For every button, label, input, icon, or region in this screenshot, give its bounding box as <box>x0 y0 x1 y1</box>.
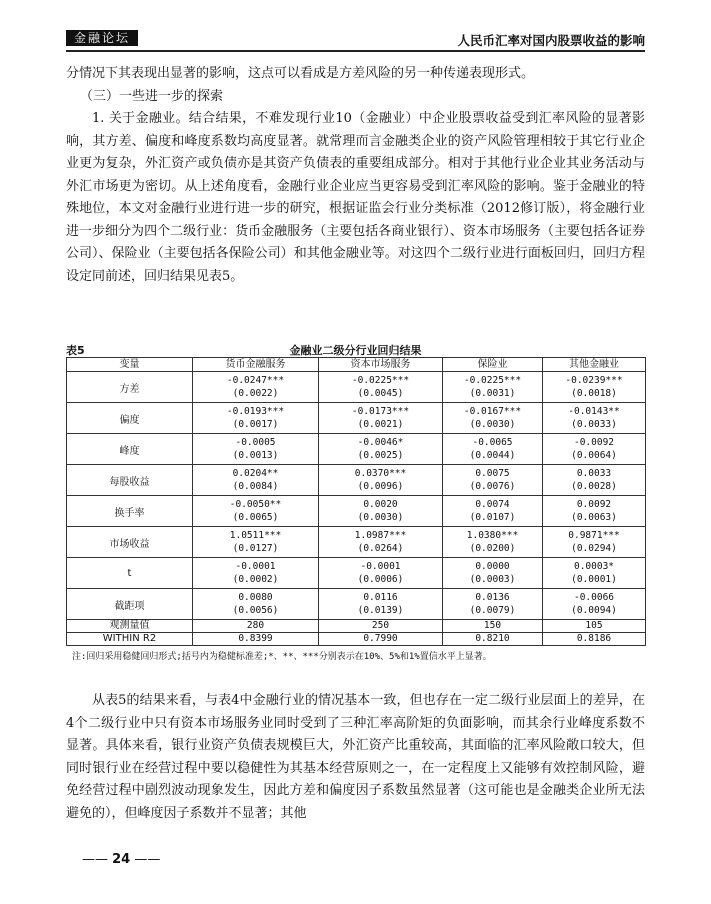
standard-error: (0.0294) <box>571 543 617 554</box>
standard-error: (0.0064) <box>571 450 617 461</box>
coefficient: -0.0092 <box>573 437 615 448</box>
table-row <box>67 403 646 434</box>
table-cell <box>543 465 646 496</box>
coefficient: 0.0092 <box>576 499 612 510</box>
standard-error: (0.0044) <box>469 450 516 461</box>
standard-error: (0.0076) <box>469 481 516 492</box>
table-cell <box>543 496 646 527</box>
coefficient: 0.0116 <box>363 592 398 603</box>
standard-error: (0.0018) <box>571 388 617 399</box>
row-variable: 偏度 <box>67 403 193 434</box>
table-cell: 0.8399 <box>193 633 319 646</box>
table-cell <box>193 403 319 434</box>
coefficient: 0.0074 <box>475 499 510 510</box>
row-variable: 峰度 <box>67 434 193 465</box>
table-cell <box>193 434 319 465</box>
coefficient: -0.0143** <box>568 406 620 417</box>
table-cell: 280 <box>193 620 319 633</box>
row-variable: 换手率 <box>67 496 193 527</box>
table-cell <box>443 496 543 527</box>
top-text-block <box>66 63 645 288</box>
table-cell: 0.7990 <box>319 633 443 646</box>
continued-paragraph: 分情况下其表现出显著的影响，这点可以看成是方差风险的另一种传递表现形式。 <box>66 66 535 81</box>
journal-name-badge: 金融论坛 <box>66 30 138 46</box>
row-variable: 市场收益 <box>67 527 193 558</box>
standard-error: (0.0025) <box>357 450 404 461</box>
table-cell <box>443 465 543 496</box>
table-cell <box>319 558 443 589</box>
table-cell <box>443 589 543 620</box>
standard-error: (0.0079) <box>469 605 516 616</box>
table-cell <box>319 372 443 403</box>
standard-error: (0.0031) <box>469 388 516 399</box>
table-cell <box>193 496 319 527</box>
standard-error: (0.0021) <box>357 419 404 430</box>
table-cell: 0.8186 <box>543 633 646 646</box>
row-variable: t <box>67 558 193 589</box>
coefficient: 0.0000 <box>475 561 510 572</box>
standard-error: (0.0094) <box>571 605 617 616</box>
table-cell <box>193 372 319 403</box>
footer-dash-right: —— <box>130 852 161 867</box>
coefficient: 0.0003* <box>573 561 615 572</box>
table-cell <box>443 527 543 558</box>
coefficient: 0.0033 <box>576 468 612 479</box>
standard-error: (0.0013) <box>232 450 279 461</box>
standard-error: (0.0033) <box>571 419 617 430</box>
table-row <box>67 558 646 589</box>
header-variable: 变量 <box>67 358 193 372</box>
standard-error: (0.0139) <box>357 605 404 616</box>
standard-error: (0.0003) <box>469 574 516 585</box>
coefficient: 0.0204** <box>232 468 279 479</box>
standard-error: (0.0056) <box>232 605 279 616</box>
table-header-row <box>67 358 646 372</box>
standard-error: (0.0063) <box>571 512 617 523</box>
coefficient: -0.0065 <box>472 437 513 448</box>
standard-error: (0.0200) <box>469 543 516 554</box>
table-cell: 105 <box>543 620 646 633</box>
table-cell <box>193 589 319 620</box>
running-header <box>66 28 645 52</box>
table-label: 表5 <box>66 344 85 357</box>
standard-error: (0.0045) <box>357 388 404 399</box>
standard-error: (0.0065) <box>232 512 279 523</box>
coefficient: 0.0136 <box>475 592 510 603</box>
observations-row <box>67 620 646 633</box>
table-cell <box>319 589 443 620</box>
table-cell <box>543 527 646 558</box>
page-number: 24 <box>112 852 131 867</box>
finance-paragraph: 1. 关于金融业。结合结果，不难发现行业10（金融业）中企业股票收益受到汇率风险的显著影响，其方差、偏度和峰度系数均高度显著。就常理而言金融类企业的资产风险管理相较于其它行业企业更为复杂，外汇资产或负债亦是其资产负债表的重要组成部分。相对于其他行业企业其业务活动与外汇市场更为密切。从上述角度看，金融行业企业应当更容易受到汇率风险的影响。鉴于金融业的特殊地位，本文对金融行业进行进一步的研究，根据证监会行业分类标准（2012修订版），将金融行业进一步细分为四个二级行业：货币金融服务（主要包括各商业银行）、资本市场服务（主要包括各证券公司）、保险业（主要包括各保险公司）和其他金融业等。对这四个二级行业进行面板回归，回归方程设定同前述，回归结果见表5。 <box>66 111 645 284</box>
table-row <box>67 527 646 558</box>
coefficient: 0.9871*** <box>568 530 620 541</box>
table-title: 金融业二级分行业回归结果 <box>289 344 422 357</box>
coefficient: 0.0370*** <box>354 468 407 479</box>
coefficient: -0.0193*** <box>226 406 285 417</box>
standard-error: (0.0030) <box>469 419 516 430</box>
table-row <box>67 589 646 620</box>
row-variable: 截距项 <box>67 589 193 620</box>
table-cell <box>443 558 543 589</box>
standard-error: (0.0028) <box>571 481 617 492</box>
standard-error: (0.0006) <box>357 574 404 585</box>
standard-error: (0.0264) <box>357 543 404 554</box>
page-footer <box>82 852 160 867</box>
table-cell <box>193 558 319 589</box>
coefficient: 1.0511*** <box>229 530 282 541</box>
table-cell: 150 <box>443 620 543 633</box>
coefficient: -0.0247*** <box>226 375 285 386</box>
table-cell <box>543 558 646 589</box>
table-cell: 250 <box>319 620 443 633</box>
standard-error: (0.0096) <box>357 481 404 492</box>
table-cell <box>319 527 443 558</box>
coefficient: 0.0080 <box>238 592 273 603</box>
standard-error: (0.0002) <box>232 574 279 585</box>
table-caption <box>66 340 645 357</box>
table-cell <box>193 527 319 558</box>
coefficient: 1.0987*** <box>354 530 407 541</box>
header-col: 其他金融业 <box>543 358 646 372</box>
table-cell <box>319 465 443 496</box>
coefficient: -0.0001 <box>235 561 276 572</box>
table-cell <box>193 465 319 496</box>
table-cell <box>443 434 543 465</box>
coefficient: -0.0173*** <box>351 406 410 417</box>
row-variable: 方差 <box>67 372 193 403</box>
row-variable: 每股收益 <box>67 465 193 496</box>
table-cell <box>543 589 646 620</box>
standard-error: (0.0001) <box>571 574 617 585</box>
regression-table <box>66 357 646 646</box>
standard-error: (0.0127) <box>232 543 279 554</box>
header-col: 保险业 <box>443 358 543 372</box>
coefficient: -0.0050** <box>229 499 282 510</box>
row-variable: 观测量值 <box>67 620 193 633</box>
row-variable: WITHIN R2 <box>67 633 193 646</box>
table-cell <box>443 403 543 434</box>
header-col: 货币金融服务 <box>193 358 319 372</box>
table-cell <box>319 434 443 465</box>
running-title: 人民币汇率对国内股票收益的影响 <box>457 33 645 48</box>
standard-error: (0.0022) <box>232 388 279 399</box>
table-row <box>67 372 646 403</box>
coefficient: 0.0075 <box>475 468 510 479</box>
table-cell <box>319 496 443 527</box>
coefficient: -0.0001 <box>360 561 401 572</box>
coefficient: -0.0046* <box>357 437 404 448</box>
table-cell <box>543 372 646 403</box>
standard-error: (0.0107) <box>469 512 516 523</box>
table-cell <box>543 434 646 465</box>
coefficient: -0.0066 <box>573 592 615 603</box>
coefficient: -0.0225*** <box>351 375 410 386</box>
coefficient: 1.0380*** <box>466 530 519 541</box>
header-col: 资本市场服务 <box>319 358 443 372</box>
standard-error: (0.0017) <box>232 419 279 430</box>
r-squared-row <box>67 633 646 646</box>
coefficient: -0.0239*** <box>565 375 623 386</box>
bottom-text-block <box>66 690 645 825</box>
table-cell <box>543 403 646 434</box>
regression-table-area <box>66 340 645 662</box>
table-cell: 0.8210 <box>443 633 543 646</box>
table-note: 注:回归采用稳健回归形式;括号内为稳健标准差;*、**、***分别表示在10%、5%和1%置信水平上显著。 <box>72 652 492 662</box>
analysis-paragraph: 从表5的结果来看，与表4中金融行业的情况基本一致，但也存在一定二级行业层面上的差异，在4个二级行业中只有资本市场服务业同时受到了三种汇率高阶矩的负面影响，而其余行业峰度系数不显著。具体来看，银行业资产负债表规模巨大，外汇资产比重较高，其面临的汇率风险敞口较大，但同时银行业在经营过程中要以稳健性为其基本经营原则之一，在一定程度上又能够有效控制风险，避免经营过程中剧烈波动现象发生，因此方差和偏度因子系数虽然显著（这可能也是金融类企业所无法避免的），但峰度因子系数并不显著；其他 <box>66 693 645 821</box>
standard-error: (0.0084) <box>232 481 279 492</box>
coefficient: -0.0005 <box>235 437 276 448</box>
table-row <box>67 496 646 527</box>
table-cell <box>443 372 543 403</box>
section-title: （三）一些进一步的探索 <box>80 88 224 104</box>
coefficient: 0.0020 <box>363 499 398 510</box>
table-row <box>67 465 646 496</box>
table-row <box>67 434 646 465</box>
standard-error: (0.0030) <box>357 512 404 523</box>
table-cell <box>319 403 443 434</box>
coefficient: -0.0167*** <box>463 406 522 417</box>
coefficient: -0.0225*** <box>463 375 522 386</box>
footer-dash-left: —— <box>82 852 113 867</box>
